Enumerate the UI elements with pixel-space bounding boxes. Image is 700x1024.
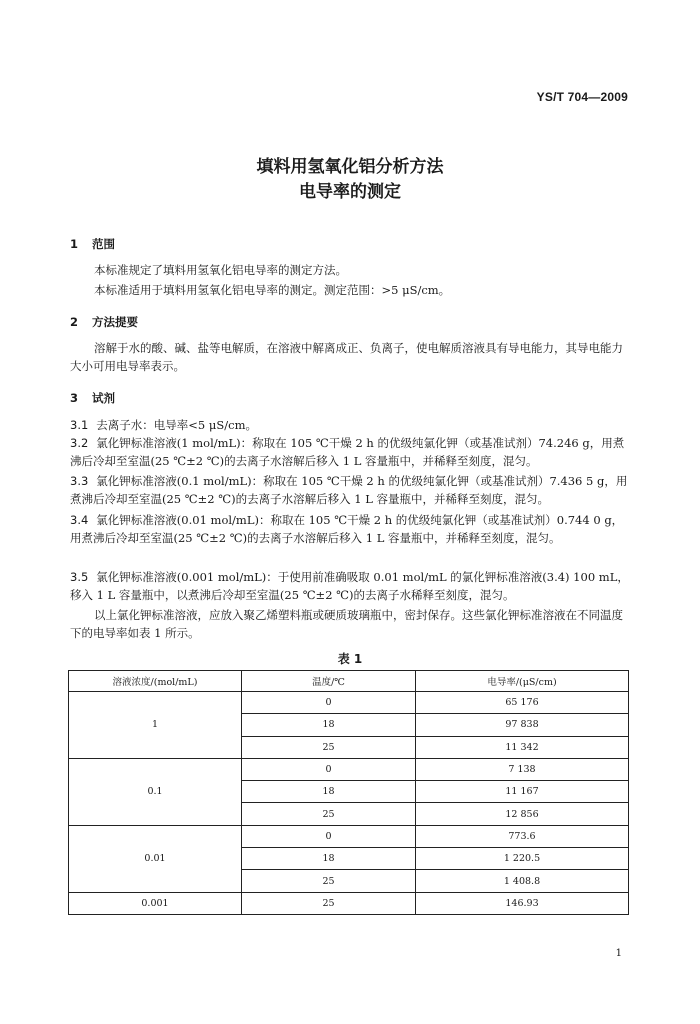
concentration-cell: 0.01 <box>69 825 242 892</box>
conductivity-cell: 65 176 <box>416 692 629 714</box>
reagents-storage-note: 以上氯化钾标准溶液，应放入聚乙烯塑料瓶或硬质玻璃瓶中，密封保存。这些氯化钾标准溶液在不同温度下的电导率如表 1 所示。 <box>70 608 623 640</box>
item-text: 去离子水：电导率<5 μS/cm。 <box>96 418 257 432</box>
temperature-cell: 18 <box>242 714 416 736</box>
section-number: 3 <box>70 391 79 405</box>
section-number: 1 <box>70 237 79 251</box>
section-title: 范围 <box>92 237 115 251</box>
conductivity-cell: 1 408.8 <box>416 870 629 892</box>
item-name: 氯化钾标准溶液 <box>96 436 177 450</box>
conductivity-cell: 773.6 <box>416 825 629 847</box>
conductivity-cell: 11 342 <box>416 736 629 758</box>
reagent-item-3-4 <box>70 512 630 547</box>
item-text: (1 mol/mL)：称取在 105 ℃干燥 2 h 的优级纯氯化钾（或基准试剂）74.246 g，用煮沸后冷却至室温(25 ℃±2 ℃)的去离子水溶解后移入 1 L 容量瓶中，并稀释至刻度，混匀。 <box>70 436 625 468</box>
page-number: 1 <box>615 948 622 959</box>
temperature-cell: 0 <box>242 692 416 714</box>
document-subtitle: 电导率的测定 <box>299 182 401 202</box>
item-number: 3.4 <box>70 513 89 527</box>
temperature-cell: 18 <box>242 848 416 870</box>
section-title: 方法提要 <box>92 315 138 329</box>
temperature-cell: 25 <box>242 803 416 825</box>
temperature-cell: 25 <box>242 892 416 914</box>
table-row <box>69 692 629 714</box>
concentration-cell: 0.001 <box>69 892 242 914</box>
table-row <box>69 892 629 914</box>
conductivity-cell: 97 838 <box>416 714 629 736</box>
conductivity-cell: 11 167 <box>416 781 629 803</box>
item-text: (0.1 mol/mL)：称取在 105 ℃干燥 2 h 的优级纯氯化钾（或基准试剂）7.436 5 g，用煮沸后冷却至室温(25 ℃±2 ℃)的去离子水溶解后移入 1 L 容量瓶中，并稀释至刻度，混匀。 <box>70 474 628 506</box>
item-name: 氯化钾标准溶液 <box>96 570 177 584</box>
reagent-item-3-5 <box>70 569 630 604</box>
concentration-cell: 1 <box>69 692 242 759</box>
item-text: (0.01 mol/mL)：称取在 105 ℃干燥 2 h 的优级纯氯化钾（或基准试剂）0.744 0 g，用煮沸后冷却至室温(25 ℃±2 ℃)的去离子水溶解后移入 1 L 容量瓶中，并稀释至刻度，混匀。 <box>70 513 624 545</box>
temperature-cell: 18 <box>242 781 416 803</box>
document-title: 填料用氢氧化铝分析方法 <box>256 157 444 177</box>
conductivity-cell: 1 220.5 <box>416 848 629 870</box>
section-heading-scope <box>70 236 115 252</box>
item-number: 3.5 <box>70 570 89 584</box>
reagent-item-3-2 <box>70 435 630 470</box>
section-heading-reagents <box>70 390 115 406</box>
scope-paragraph-2: 本标准适用于填料用氢氧化铝电导率的测定。测定范围：>5 μS/cm。 <box>94 283 451 297</box>
temperature-cell: 25 <box>242 736 416 758</box>
table-header-row <box>69 671 629 692</box>
item-text: (0.001 mol/mL)：于使用前准确吸取 0.01 mol/mL 的氯化钾标准溶液(3.4) 100 mL，移入 1 L 容量瓶中，以煮沸后冷却至室温(25 ℃±2 ℃)的去离子水稀释至刻度，混匀。 <box>70 570 629 602</box>
scope-paragraph-1: 本标准规定了填料用氢氧化铝电导率的测定方法。 <box>94 263 347 277</box>
header-concentration: 溶液浓度/(mol/mL) <box>69 671 242 692</box>
section-title: 试剂 <box>92 391 115 405</box>
temperature-cell: 0 <box>242 825 416 847</box>
conductivity-cell: 12 856 <box>416 803 629 825</box>
table-row <box>69 825 629 847</box>
method-paragraph: 溶解于水的酸、碱、盐等电解质，在溶液中解离成正、负离子，使电解质溶液具有导电能力，其导电能力大小可用电导率表示。 <box>70 341 623 373</box>
table-row <box>69 758 629 780</box>
section-number: 2 <box>70 315 79 329</box>
standard-code: YS/T 704—2009 <box>536 90 628 104</box>
item-name: 氯化钾标准溶液 <box>96 474 177 488</box>
table-caption: 表 1 <box>337 652 363 666</box>
conductivity-table <box>68 670 629 915</box>
header-conductivity: 电导率/(μS/cm) <box>416 671 629 692</box>
item-name: 氯化钾标准溶液 <box>96 513 177 527</box>
item-number: 3.3 <box>70 474 89 488</box>
reagent-item-3-1 <box>70 417 630 435</box>
reagent-item-3-3 <box>70 473 630 508</box>
concentration-cell: 0.1 <box>69 758 242 825</box>
conductivity-cell: 7 138 <box>416 758 629 780</box>
header-temperature: 温度/℃ <box>242 671 416 692</box>
section-heading-method <box>70 314 138 330</box>
item-number: 3.2 <box>70 436 89 450</box>
temperature-cell: 0 <box>242 758 416 780</box>
temperature-cell: 25 <box>242 870 416 892</box>
item-number: 3.1 <box>70 418 89 432</box>
conductivity-cell: 146.93 <box>416 892 629 914</box>
